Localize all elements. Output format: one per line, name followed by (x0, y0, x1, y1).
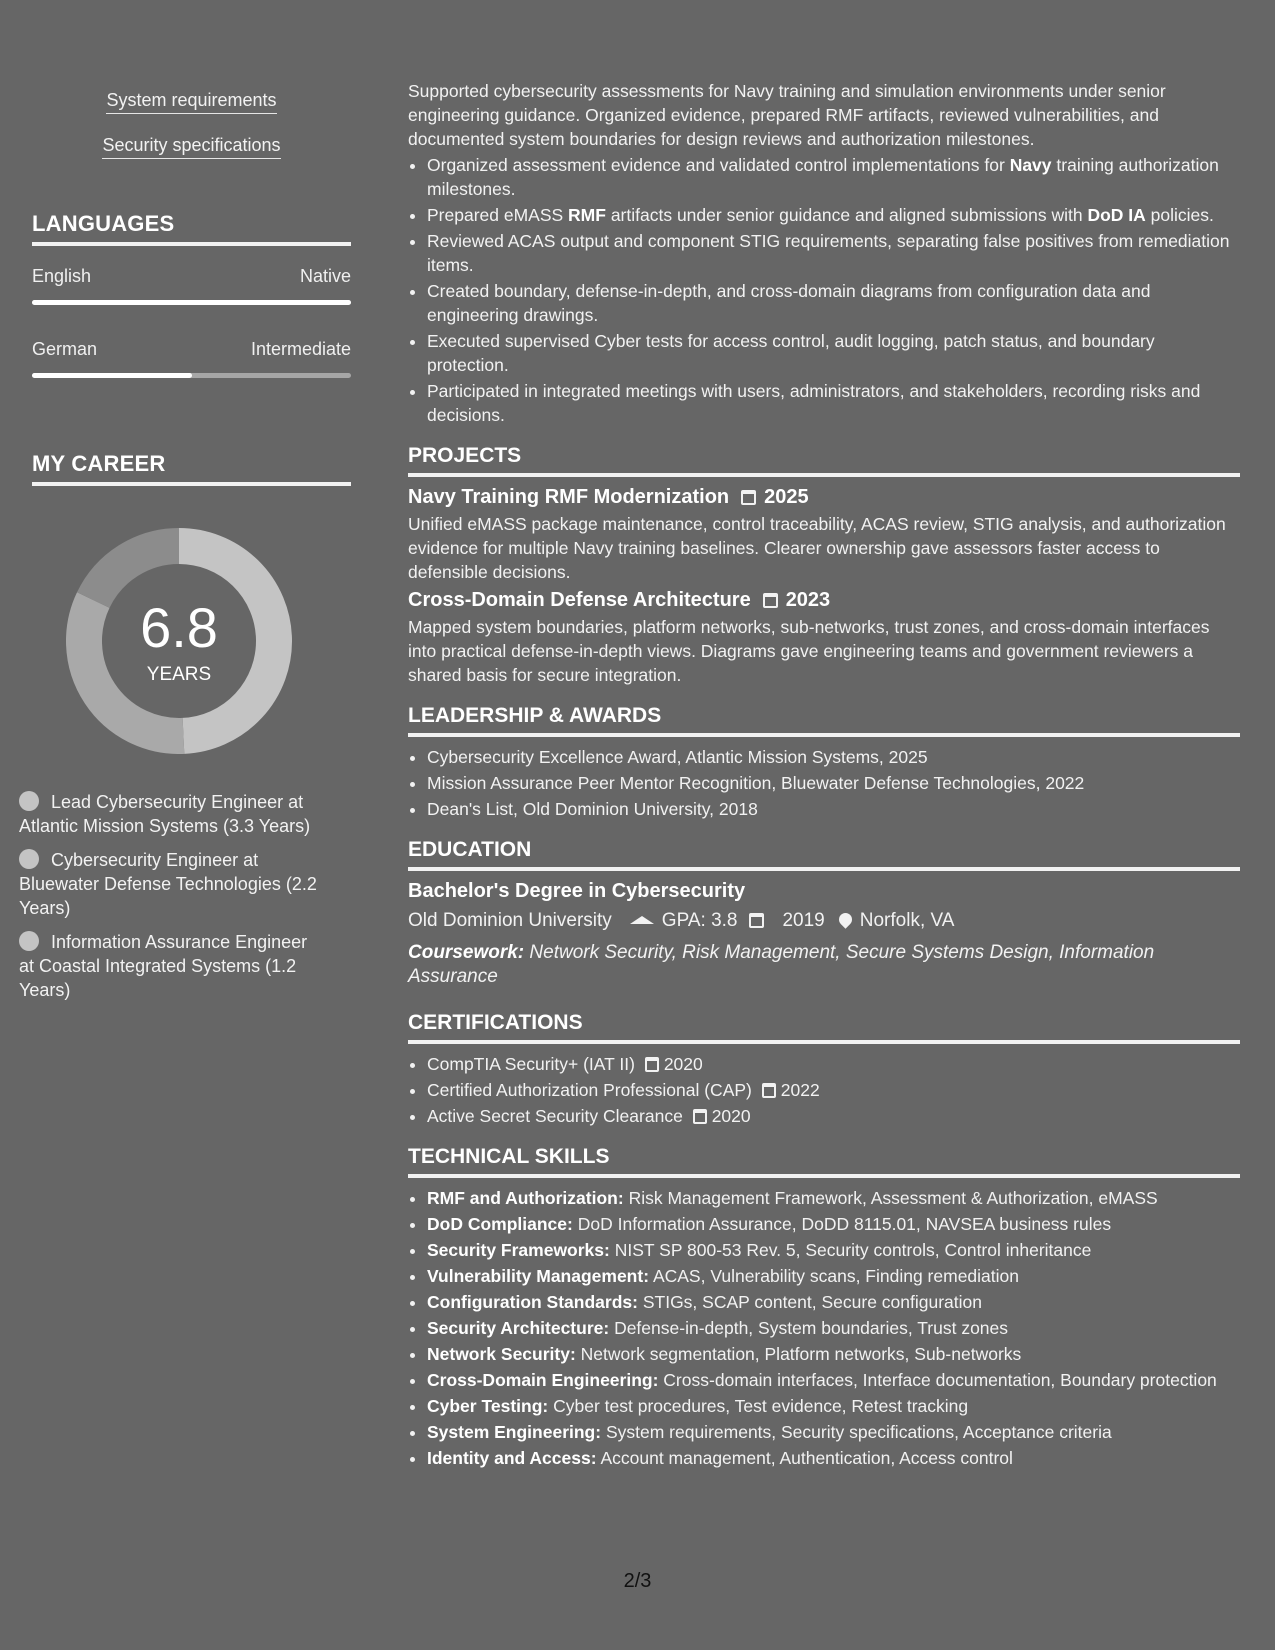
coursework: Coursework: Network Security, Risk Management, Secure Systems Design, Information Assurance (408, 942, 1155, 987)
experience-bullet: • Reviewed ACAS output and component STIG requirements, separating false positives from remediation items. (427, 229, 1240, 277)
experience-bullet: • Prepared eMASS RMF artifacts under senior guidance and aligned submissions with DoD IA policies. (427, 203, 1240, 227)
legend-dot-icon (19, 849, 39, 869)
awards-heading: LEADERSHIP & AWARDS (408, 704, 1240, 737)
career-years-label: YEARS (146, 664, 212, 685)
language-name: German (32, 339, 98, 359)
career-legend-text: Lead Cybersecurity Engineer at Atlantic Mission Systems (3.3 Years) (19, 792, 311, 836)
skill-item: • Identity and Access: Account management, Authentication, Access control (427, 1446, 1240, 1470)
career-section (32, 451, 351, 486)
award-item: • Dean's List, Old Dominion University, 2018 (427, 797, 1240, 821)
career-legend-item (19, 930, 319, 1002)
skills-heading: TECHNICAL SKILLS (408, 1145, 1240, 1178)
skill-item: • Network Security: Network segmentation, Platform networks, Sub-networks (427, 1342, 1240, 1366)
graduation-year: 2019 (782, 910, 825, 931)
career-heading: MY CAREER (32, 451, 351, 486)
skill-links (32, 88, 351, 178)
legend-dot-icon (19, 931, 39, 951)
career-legend-text: Cybersecurity Engineer at Bluewater Defense Technologies (2.2 Years) (19, 850, 317, 918)
language-level-fill (32, 373, 192, 378)
skill-item: • Cyber Testing: Cyber test procedures, Test evidence, Retest tracking (427, 1394, 1240, 1418)
calendar-icon (762, 1083, 776, 1098)
language-row-german (32, 339, 351, 363)
skill-item: • Security Frameworks: NIST SP 800-53 Rev. 5, Security controls, Control inheritance (427, 1238, 1240, 1262)
certifications-list (408, 1052, 1240, 1128)
calendar-icon (741, 490, 756, 505)
main-content (408, 79, 1240, 1472)
school-name: Old Dominion University (408, 910, 612, 931)
education-heading: EDUCATION (408, 838, 1240, 871)
career-legend-text: Information Assurance Engineer at Coastal Integrated Systems (1.2 Years) (19, 932, 308, 1000)
link-system-requirements[interactable]: System requirements (106, 88, 276, 114)
career-donut-chart (66, 528, 292, 754)
career-legend-item (19, 848, 319, 920)
skill-item: • Security Architecture: Defense-in-depth, System boundaries, Trust zones (427, 1316, 1240, 1340)
education-meta (408, 909, 1240, 933)
project-title: Cross-Domain Defense Architecture 2023 (408, 589, 831, 611)
certifications-heading: CERTIFICATIONS (408, 1011, 1240, 1044)
graduation-cap-icon (630, 916, 654, 924)
language-level-bar (32, 373, 351, 378)
experience-bullets (408, 153, 1240, 427)
skills-list (408, 1186, 1240, 1470)
experience-bullet: • Executed supervised Cyber tests for access control, audit logging, patch status, and boundary protection. (427, 329, 1240, 377)
skill-item: • Configuration Standards: STIGs, SCAP content, Secure configuration (427, 1290, 1240, 1314)
project-description: Mapped system boundaries, platform networks, sub-networks, trust zones, and cross-domain interfaces into practical defense-in-depth views. Diagrams gave engineering teams and government reviewers a shared basis for secure integration. (408, 617, 1210, 685)
calendar-icon (645, 1057, 659, 1072)
skill-item: • Vulnerability Management: ACAS, Vulnerability scans, Finding remediation (427, 1264, 1240, 1288)
award-item: • Cybersecurity Excellence Award, Atlantic Mission Systems, 2025 (427, 745, 1240, 769)
location-pin-icon (836, 910, 854, 928)
language-level: Intermediate (250, 339, 351, 359)
project-year: 2025 (764, 486, 809, 508)
language-level-fill (32, 300, 351, 305)
language-level: Native (299, 266, 351, 286)
language-name: English (32, 266, 92, 286)
project-title: Navy Training RMF Modernization 2025 (408, 486, 809, 508)
skill-item: • Cross-Domain Engineering: Cross-domain interfaces, Interface documentation, Boundary protection (427, 1368, 1240, 1392)
legend-dot-icon (19, 791, 39, 811)
gpa: GPA: 3.8 (661, 910, 738, 931)
skill-item: • RMF and Authorization: Risk Management Framework, Assessment & Authorization, eMASS (427, 1186, 1240, 1210)
certification-item: • CompTIA Security+ (IAT II) 2020 (427, 1052, 1240, 1076)
language-level-bar (32, 300, 351, 305)
project-description: Unified eMASS package maintenance, control traceability, ACAS review, STIG analysis, and authorization evidence for multiple Navy training baselines. Clearer ownership gave assessors faster access to defensible decisions. (408, 514, 1226, 582)
calendar-icon (693, 1109, 707, 1124)
calendar-icon (749, 913, 764, 928)
experience-bullet: • Created boundary, defense-in-depth, and cross-domain diagrams from configuration data and engineering drawings. (427, 279, 1240, 327)
skill-item: • System Engineering: System requirements, Security specifications, Acceptance criteria (427, 1420, 1240, 1444)
skill-item: • DoD Compliance: DoD Information Assurance, DoDD 8115.01, NAVSEA business rules (427, 1212, 1240, 1236)
experience-bullet: • Participated in integrated meetings with users, administrators, and stakeholders, recording risks and decisions. (427, 379, 1240, 427)
link-security-specifications[interactable]: Security specifications (102, 133, 280, 159)
language-row-english (32, 266, 351, 290)
page-number: 2/3 (623, 1570, 652, 1592)
award-item: • Mission Assurance Peer Mentor Recognition, Bluewater Defense Technologies, 2022 (427, 771, 1240, 795)
awards-list (408, 745, 1240, 821)
career-legend (19, 790, 319, 1012)
career-total-years: 6.8 (140, 596, 218, 659)
certification-item: • Certified Authorization Professional (CAP) 2022 (427, 1078, 1240, 1102)
calendar-icon (763, 593, 778, 608)
degree-title: Bachelor's Degree in Cybersecurity (408, 880, 746, 902)
experience-summary: Supported cybersecurity assessments for Navy training and simulation environments under senior engineering guidance. Organized evidence, prepared RMF artifacts, reviewed vulnerabilities, and documented system boundaries for design reviews and authorization milestones. (408, 81, 1166, 149)
languages-section (32, 211, 351, 378)
career-legend-item (19, 790, 319, 838)
languages-heading: LANGUAGES (32, 211, 351, 246)
projects-heading: PROJECTS (408, 444, 1240, 477)
education-location: Norfolk, VA (859, 910, 955, 931)
project-year: 2023 (785, 589, 831, 611)
certification-item: • Active Secret Security Clearance 2020 (427, 1104, 1240, 1128)
experience-bullet: • Organized assessment evidence and validated control implementations for Navy training authorization milestones. (427, 153, 1240, 201)
